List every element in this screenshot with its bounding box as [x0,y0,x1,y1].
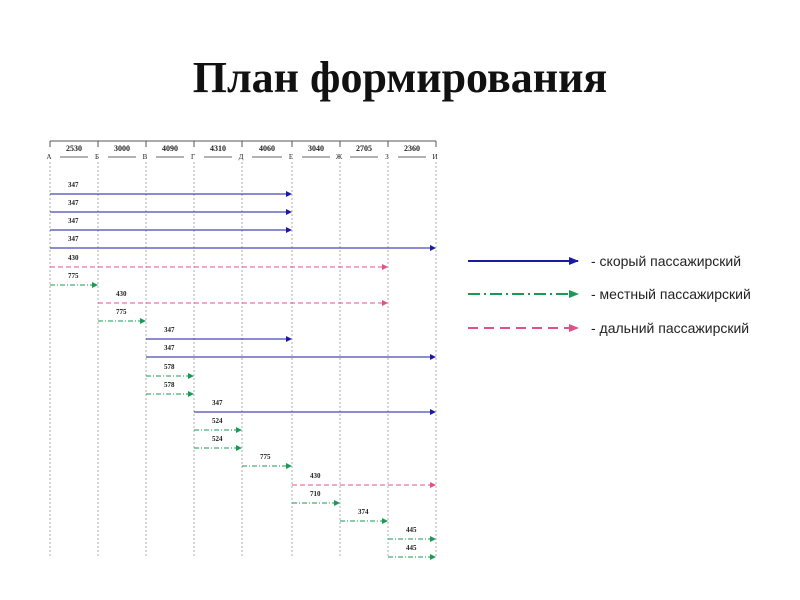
train-number: 374 [358,508,369,516]
train-number: 430 [310,472,321,480]
segment-length: 3000 [114,144,130,153]
train-number: 347 [164,326,175,334]
station-label: Е [288,153,294,161]
segment-length: 3040 [308,144,324,153]
station-label: З [385,153,389,161]
train-number: 775 [116,308,127,316]
station-label: А [46,153,52,161]
station-label: Г [190,153,196,161]
train-number: 578 [164,381,175,389]
train-number: 524 [212,417,223,425]
segment-length: 2360 [404,144,420,153]
page-title: План формирования [192,53,608,102]
train-number: 347 [68,199,79,207]
legend-label: - местный пассажирский [591,286,751,302]
train-number: 347 [164,344,175,352]
segment-length: 2705 [356,144,372,153]
train-number: 578 [164,363,175,371]
train-number: 445 [406,544,417,552]
train-number: 347 [212,399,223,407]
legend-label: - скорый пассажирский [591,253,742,269]
segment-length: 4090 [162,144,178,153]
train-number: 775 [260,453,271,461]
segment-length: 4060 [259,144,275,153]
legend [468,253,751,336]
segment-length: 2530 [66,144,82,153]
train-number: 347 [68,181,79,189]
station-label: Б [94,153,100,161]
train-number: 445 [406,526,417,534]
station-label: Ж [335,153,343,161]
train-number: 347 [68,235,79,243]
station-label: В [142,153,148,161]
station-label: Д [238,153,244,161]
train-number: 430 [116,290,127,298]
train-number: 347 [68,217,79,225]
train-number: 775 [68,272,79,280]
train-lines [50,181,435,557]
train-number: 430 [68,254,79,262]
train-number: 524 [212,435,223,443]
station-label: И [432,153,438,161]
segment-length: 4310 [210,144,226,153]
train-number: 710 [310,490,321,498]
station-grid [50,141,436,558]
legend-label: - дальний пассажирский [591,320,750,336]
